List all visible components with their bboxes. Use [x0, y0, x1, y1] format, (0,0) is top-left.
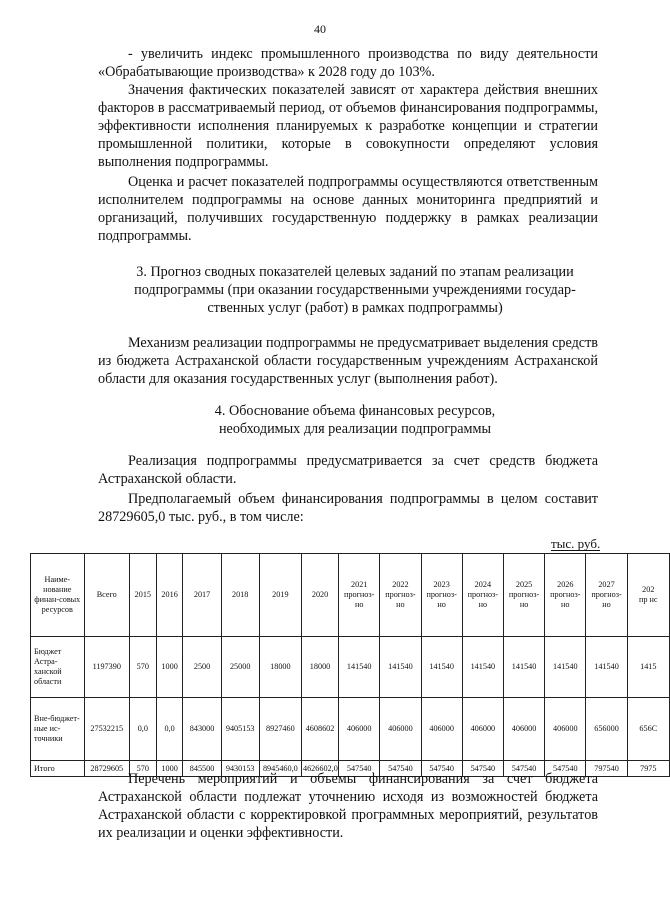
table-cell: 1000 [156, 637, 183, 698]
header-year: 2018 [221, 554, 259, 637]
header-year: 2017 [183, 554, 221, 637]
table-cell: 28729605 [84, 761, 129, 777]
section-4-heading-line: необходимых для реализации подпрограммы [218, 421, 492, 437]
table-cell: 406000 [503, 698, 544, 761]
mechanism-paragraph: Механизм реализации подпрограммы не предусматривает выделения средств из бюджета Астраханской области государственным учреждениям Астраханской области для оказания государственных услуг (выполнения работ). [98, 335, 598, 387]
table-cell: 4626602,0 [301, 761, 338, 777]
section-3-heading-line: подпрограммы (при оказании государственными учреждениями государ- [134, 282, 576, 298]
header-forecast-year: 2025 прогноз-но [503, 554, 544, 637]
table-cell: 0,0 [156, 698, 183, 761]
table-cell: 570 [129, 637, 156, 698]
header-forecast-year: 2024 прогноз-но [462, 554, 503, 637]
table-cell: 141540 [380, 637, 421, 698]
table-row [31, 637, 670, 698]
section-4-body [98, 452, 598, 526]
section-3-heading-line: 3. Прогноз сводных показателей целевых заданий по этапам реализации [136, 264, 574, 280]
section-4-heading-line: 4. Обоснование объема финансовых ресурсов, [214, 403, 496, 419]
bullet-paragraph: - увеличить индекс промышленного производства по виду деятельности «Обрабатывающие производства» к 2028 году до 103%. [98, 46, 598, 80]
table-cell: 547540 [339, 761, 380, 777]
table-header-row [31, 554, 670, 637]
financing-table-wrap [30, 553, 658, 773]
table-cell: 547540 [380, 761, 421, 777]
table-cell: 656С [627, 698, 669, 761]
table-cell: 4608602 [301, 698, 338, 761]
table-cell: 406000 [421, 698, 462, 761]
table-cell: 406000 [462, 698, 503, 761]
table-cell: 7975 [627, 761, 669, 777]
header-year: 2019 [259, 554, 301, 637]
table-cell: 25000 [221, 637, 259, 698]
header-year: 2020 [301, 554, 338, 637]
table-cell: 141540 [586, 637, 627, 698]
factors-paragraph: Значения фактических показателей зависят от характера действия внешних факторов в рассматриваемый период, от объемов финансирования подпрограммы, эффективности исполнения планируемых к разработке концепции и стратегии промышленной политики, которые в совокупности определяют условия выполнения подпрограммы. [98, 82, 598, 170]
table-cell: 141540 [503, 637, 544, 698]
header-total: Всего [84, 554, 129, 637]
table-units: тыс. руб. [551, 536, 601, 551]
table-cell: 9430153 [221, 761, 259, 777]
section-3-heading [105, 263, 605, 317]
header-forecast-year: 2022 прогноз-но [380, 554, 421, 637]
table-cell: 0,0 [129, 698, 156, 761]
header-forecast-year: 202 пр нс [627, 554, 669, 637]
table-row [31, 698, 670, 761]
table-cell: 547540 [503, 761, 544, 777]
table-cell: 1000 [156, 761, 183, 777]
budget-source-paragraph: Реализация подпрограммы предусматривается за счет средств бюджета Астраханской области. [98, 453, 598, 487]
table-cell: 9405153 [221, 698, 259, 761]
table-cell: 1415 [627, 637, 669, 698]
header-forecast-year: 2027 прогноз-но [586, 554, 627, 637]
table-cell: 845500 [183, 761, 221, 777]
header-forecast-year: 2023 прогноз-но [421, 554, 462, 637]
section-3-body [98, 334, 598, 388]
table-cell: 406000 [380, 698, 421, 761]
financing-table [30, 553, 670, 777]
table-cell: 406000 [545, 698, 586, 761]
row-label: Бюджет Астра-ханской области [31, 637, 85, 698]
assessment-paragraph: Оценка и расчет показателей подпрограммы осуществляются ответственным исполнителем подпрограммы на основе данных мониторинга предприятий и организаций, получивших государственную поддержку в рамках реализации подпрограммы. [98, 174, 598, 244]
section-4-heading [105, 402, 605, 438]
table-cell: 547540 [462, 761, 503, 777]
table-cell: 547540 [545, 761, 586, 777]
table-cell: 141540 [421, 637, 462, 698]
header-resources: Наиме-нование финан-совых ресурсов [31, 554, 85, 637]
financing-table-body [31, 554, 670, 777]
header-year: 2015 [129, 554, 156, 637]
section-3-heading-line: ственных услуг (работ) в рамках подпрограммы) [207, 300, 503, 316]
page-number: 40 [314, 22, 326, 36]
table-cell: 141540 [339, 637, 380, 698]
table-cell: 797540 [586, 761, 627, 777]
table-cell: 656000 [586, 698, 627, 761]
row-label: Итого [31, 761, 85, 777]
header-year: 2016 [156, 554, 183, 637]
table-cell: 406000 [339, 698, 380, 761]
table-cell: 8945460,0 [259, 761, 301, 777]
table-cell: 8927460 [259, 698, 301, 761]
total-financing-paragraph: Предполагаемый объем финансирования подпрограммы в целом составит 28729605,0 тыс. руб., в том числе: [98, 491, 598, 525]
table-cell: 18000 [259, 637, 301, 698]
intro-section [98, 45, 598, 245]
header-forecast-year: 2026 прогноз-но [545, 554, 586, 637]
table-cell: 27532215 [84, 698, 129, 761]
row-label: Вне-бюджет-ные ис-точники [31, 698, 85, 761]
closing-paragraph: Перечень мероприятий и объемы финансирования за счет бюджета Астраханской области подлежат уточнению исходя из возможностей бюджета Астраханской области с корректировкой программных мероприятий, результатов их реализации и оценки эффективности. [98, 771, 598, 841]
table-cell: 18000 [301, 637, 338, 698]
table-cell: 570 [129, 761, 156, 777]
table-cell: 141540 [462, 637, 503, 698]
header-forecast-year: 2021 прогноз-но [339, 554, 380, 637]
table-cell: 1197390 [84, 637, 129, 698]
closing-section [98, 770, 598, 842]
table-cell: 843000 [183, 698, 221, 761]
table-cell: 141540 [545, 637, 586, 698]
table-cell: 2500 [183, 637, 221, 698]
table-cell: 547540 [421, 761, 462, 777]
